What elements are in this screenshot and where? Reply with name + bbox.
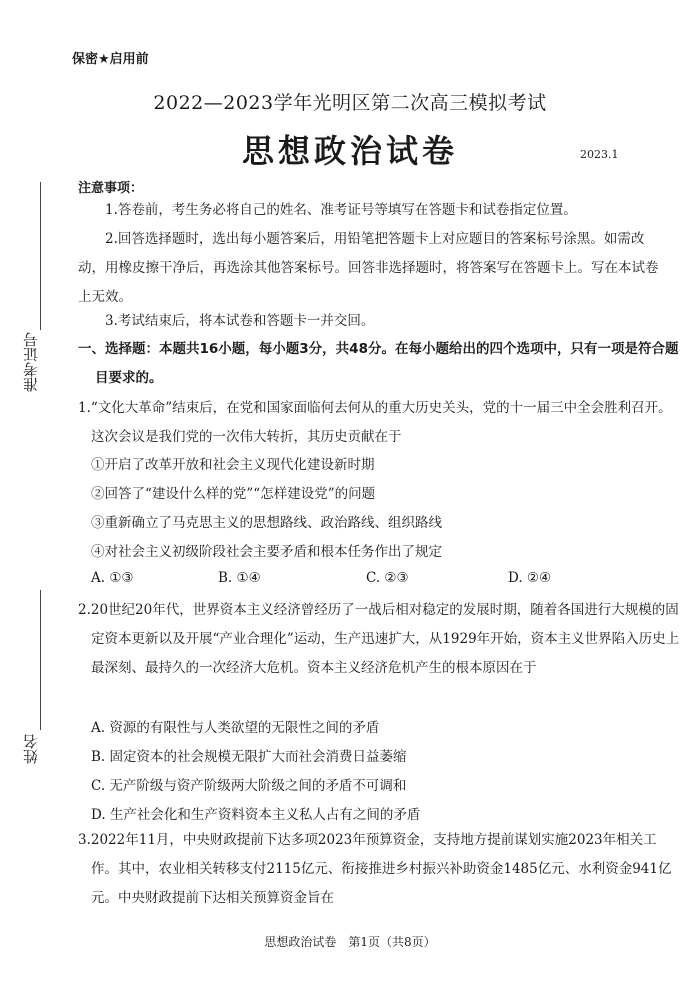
- question-3-stem: 3.2022年11月，中央财政提前下达多项2023年预算资金，支持地方提前谋划实施2023年相关工作。其中，农业相关转移支付2115亿元、衔接推进乡村振兴补助资金1485亿元、水利资金941亿元。中央财政提前下达相关预算资金旨在: [78, 832, 672, 906]
- subject-title: 思想政治试卷: [241, 132, 458, 170]
- q1-choice-b: B. ①④: [218, 570, 261, 586]
- question-2-stem: 2.20世纪20年代，世界资本主义经济曾经历了一战后相对稳定的发展时期，随着各国进行大规模的固定资本更新以及开展“产业合理化”运动，生产迅速扩大，从1929年开始，资本主义世界陷入历史上最深刻、最持久的一次经济大危机。资本主义经济危机产生的根本原因在于: [78, 602, 680, 676]
- q1-statement-1: ①开启了改革开放和社会主义现代化建设新时期: [91, 457, 375, 473]
- admission-number-line: [40, 182, 41, 330]
- q1-choice-d: D. ②④: [508, 570, 552, 586]
- name-label: 姓名: [22, 734, 40, 764]
- notice-item-2: 2.回答选择题时，选出每小题答案后，用铅笔把答题卡上对应题目的答案标号涂黑。如需改动，用橡皮擦干净后，再选涂其他答案标号。回答非选择题时，将答案写在答题卡上。写在本试卷上无效。: [78, 231, 659, 305]
- notice-item-3-visible: 3.考试结束后，将本试卷和答题卡一并交回。: [105, 313, 375, 329]
- q1-choice-c: C. ②③: [366, 570, 409, 586]
- section-heading: 一、选择题：本题共16小题，每小题3分，共48分。在每小题给出的四个选项中，只有一项是符合题目要求的。: [78, 341, 679, 386]
- notice-heading: 注意事项：: [78, 181, 144, 196]
- q1-statement-3: ③重新确立了马克思主义的思想路线、政治路线、组织路线: [91, 515, 442, 531]
- secret-mark: 保密★启用前: [72, 52, 149, 67]
- admission-number-label: 准考证号: [22, 332, 40, 392]
- exam-date: 2023.1: [580, 148, 619, 161]
- q2-choice-a: A. 资源的有限性与人类欲望的无限性之间的矛盾: [91, 720, 380, 736]
- q1-choice-a: A. ①③: [91, 570, 134, 586]
- q2-choice-c: C. 无产阶级与资产阶级两大阶级之间的矛盾不可调和: [91, 778, 407, 794]
- name-line: [40, 590, 41, 730]
- q2-choice-b: B. 固定资本的社会规模无限扩大而社会消费日益萎缩: [91, 749, 407, 765]
- question-1-stem: 1.“文化大革命”结束后，在党和国家面临何去何从的重大历史关头，党的十一届三中全会胜利召开。这次会议是我们党的一次伟大转折，其历史贡献在于: [78, 400, 672, 445]
- q1-statement-4: ④对社会主义初级阶段社会主要矛盾和根本任务作出了规定: [91, 544, 442, 560]
- notice-item-1: 1.答卷前，考生务必将自己的姓名、准考证号等填写在答题卡和试卷指定位置。: [105, 202, 577, 218]
- exam-title: 2022—2023学年光明区第二次高三模拟考试: [153, 92, 547, 114]
- page-footer: 思想政治试卷 第1页（共8页）: [264, 935, 436, 949]
- q1-statement-2: ②回答了“建设什么样的党”“怎样建设党”的问题: [91, 486, 376, 502]
- q2-choice-d: D. 生产社会化和生产资料资本主义私人占有之间的矛盾: [91, 807, 421, 823]
